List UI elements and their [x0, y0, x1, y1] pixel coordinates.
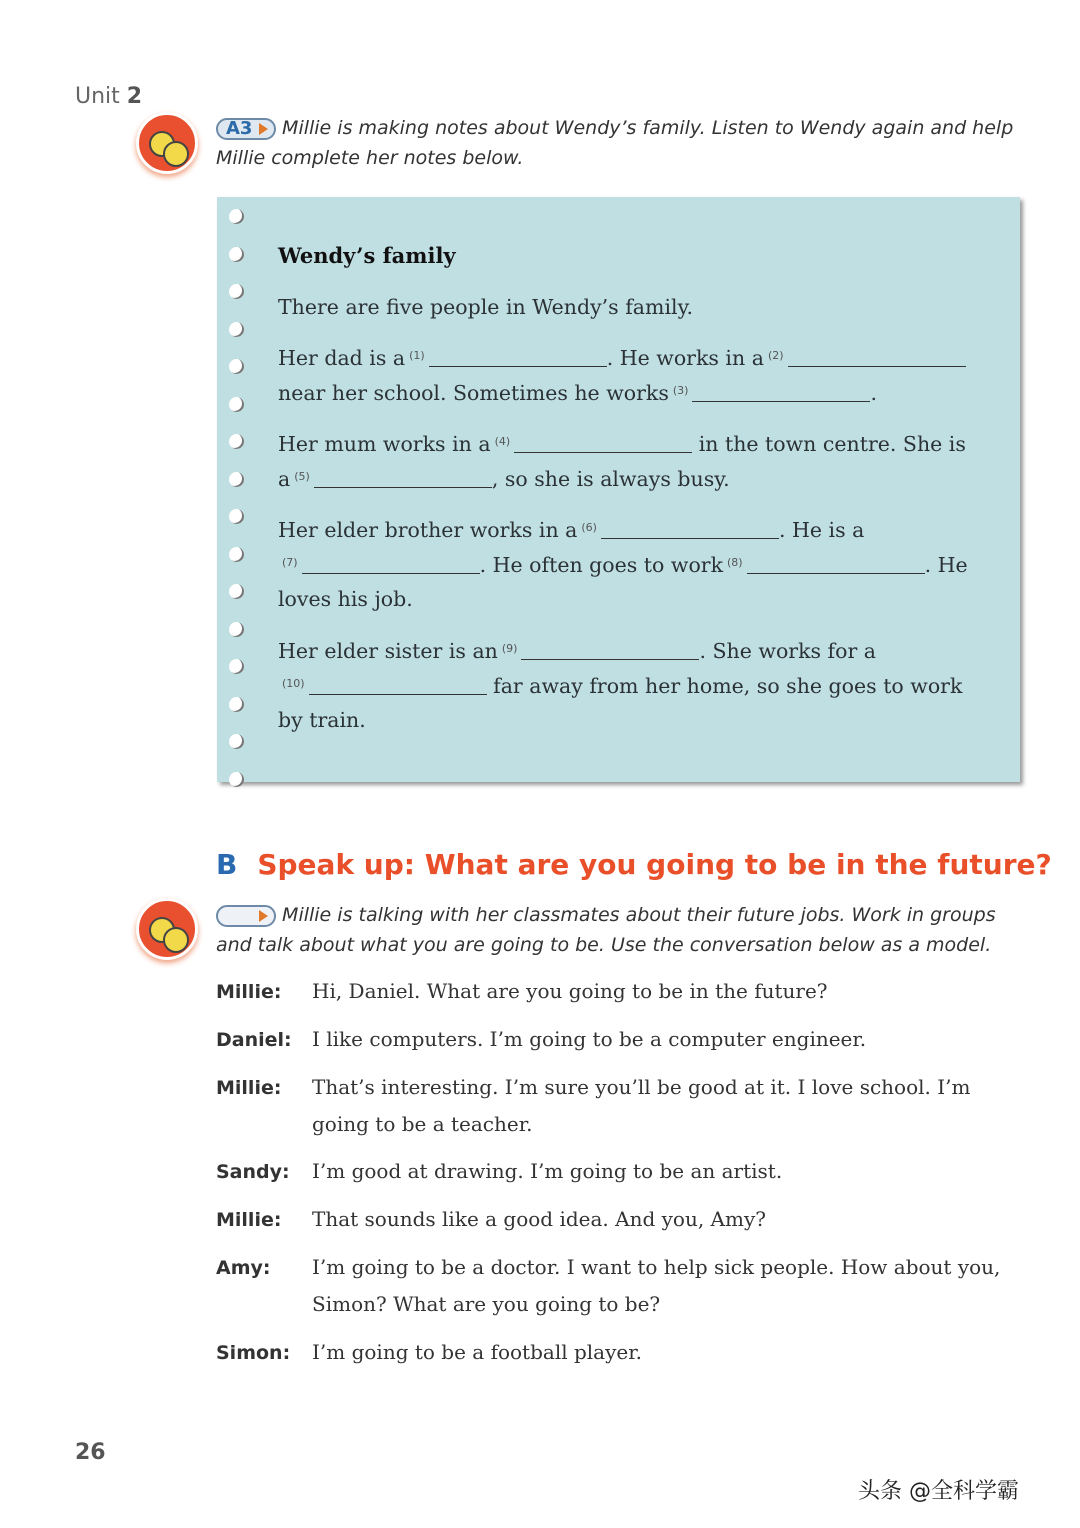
blank-number: (5)	[294, 470, 310, 483]
ring-hole	[229, 209, 244, 224]
a3-instruction-block	[216, 113, 1016, 173]
dialogue-line: I’m going to be a football player.	[312, 1340, 642, 1364]
blank-number: (10)	[282, 677, 305, 690]
dialogue-line: Hi, Daniel. What are you going to be in the future?	[312, 979, 828, 1003]
dialogue-line: I’m good at drawing. I’m going to be an artist.	[312, 1159, 783, 1183]
ring-hole	[229, 284, 244, 299]
notes-text: . He often goes to work	[479, 553, 724, 577]
speaker-name: Millie:	[216, 1077, 282, 1099]
ring-hole	[229, 622, 244, 637]
notes-text: Her elder brother works in a	[278, 518, 578, 542]
dialogue-line: That’s interesting. I’m sure you’ll be good at it. I love school. I’m going to be a teacher.	[312, 1075, 971, 1136]
notes-text: There are five people in Wendy’s family.	[278, 295, 693, 319]
unit-text: Unit	[75, 84, 120, 109]
ring-hole	[229, 359, 244, 374]
audio-track-button[interactable]	[216, 118, 276, 140]
notes-line	[278, 432, 966, 456]
notes-text: Her dad is a	[278, 346, 406, 370]
answer-blank[interactable]	[309, 677, 487, 695]
notes-text: loves his job.	[278, 587, 413, 611]
unit-number: 2	[126, 84, 143, 109]
blank-number: (2)	[767, 349, 784, 362]
speaker-name: Millie:	[216, 981, 282, 1003]
ring-hole	[229, 697, 244, 712]
notes-line	[278, 346, 966, 370]
notes-line	[278, 639, 876, 663]
blank-number: (1)	[409, 349, 425, 362]
speaker-name: Millie:	[216, 1209, 282, 1231]
notes-line	[278, 518, 864, 542]
ring-hole	[229, 509, 244, 524]
b-instruction-block	[216, 900, 1016, 960]
answer-blank[interactable]	[788, 349, 966, 367]
dialogue-line: That sounds like a good idea. And you, Amy?	[312, 1207, 766, 1231]
ring-hole	[229, 584, 244, 599]
section-title: Speak up: What are you going to be in the future?	[257, 848, 1052, 881]
notes-line	[278, 467, 730, 491]
blank-number: (3)	[672, 384, 689, 397]
answer-blank[interactable]	[747, 556, 925, 574]
notes-line	[278, 674, 962, 698]
ring-hole	[229, 397, 244, 412]
notes-text: by train.	[278, 708, 366, 732]
answer-blank[interactable]	[314, 470, 492, 488]
headphones-icon	[136, 898, 198, 960]
notes-text: .	[870, 381, 877, 405]
a3-instruction: Millie is making notes about Wendy’s family. Listen to Wendy again and help Millie complete her notes below.	[216, 117, 1014, 169]
notes-text: far away from her home, so she goes to work	[486, 674, 963, 698]
unit-label	[75, 84, 142, 109]
ring-hole	[229, 659, 244, 674]
notes-text: near her school. Sometimes he works	[278, 381, 669, 405]
blank-number: (6)	[581, 521, 597, 534]
ring-hole	[229, 734, 244, 749]
blank-number: (4)	[494, 435, 511, 448]
speaker-name: Amy:	[216, 1257, 271, 1279]
notes-text: a	[278, 467, 291, 491]
notes-text: . He works in a	[606, 346, 764, 370]
notes-line	[278, 553, 968, 577]
blank-number: (7)	[282, 556, 298, 569]
notes-text: , so she is always busy.	[491, 467, 730, 491]
section-b-heading	[216, 848, 1052, 881]
audio-track-button[interactable]	[216, 905, 276, 927]
notes-text: . He	[924, 553, 968, 577]
notes-text: . He is a	[778, 518, 865, 542]
answer-blank[interactable]	[302, 556, 480, 574]
answer-blank[interactable]	[514, 435, 692, 453]
ring-hole	[229, 772, 244, 787]
notes-text: Her mum works in a	[278, 432, 491, 456]
ring-hole	[229, 247, 244, 262]
answer-blank[interactable]	[601, 521, 779, 539]
section-letter: B	[216, 848, 238, 881]
notes-text: in the town centre. She is	[692, 432, 966, 456]
ring-hole	[229, 472, 244, 487]
speaker-name: Daniel:	[216, 1029, 292, 1051]
ring-hole	[229, 434, 244, 449]
notes-text: . She works for a	[699, 639, 877, 663]
answer-blank[interactable]	[692, 384, 870, 402]
speaker-name: Sandy:	[216, 1161, 290, 1183]
notes-text: Her elder sister is an	[278, 639, 498, 663]
notes-line	[278, 381, 877, 405]
ring-hole	[229, 547, 244, 562]
dialogue-line: I like computers. I’m going to be a computer engineer.	[312, 1027, 867, 1051]
b-instruction: Millie is talking with her classmates about their future jobs. Work in groups and talk about what you are going to be. Use the conversation below as a model.	[216, 904, 996, 956]
blank-number: (9)	[501, 642, 518, 655]
notes-line	[278, 587, 413, 611]
notes-line	[278, 708, 366, 732]
notes-line	[278, 295, 693, 319]
headphones-icon	[136, 112, 198, 174]
page-number: 26	[75, 1440, 106, 1465]
blank-number: (8)	[727, 556, 743, 569]
dialogue-line: I’m going to be a doctor. I want to help sick people. How about you, Simon? What are you going to be?	[312, 1255, 1001, 1316]
speaker-name: Simon:	[216, 1342, 291, 1364]
track-label: A3	[226, 117, 253, 139]
answer-blank[interactable]	[521, 642, 699, 660]
answer-blank[interactable]	[429, 349, 607, 367]
notes-card	[217, 197, 1020, 782]
notes-title: Wendy’s family	[278, 243, 456, 268]
ring-hole	[229, 322, 244, 337]
watermark: 头条 @全科学霸	[858, 1479, 1019, 1504]
